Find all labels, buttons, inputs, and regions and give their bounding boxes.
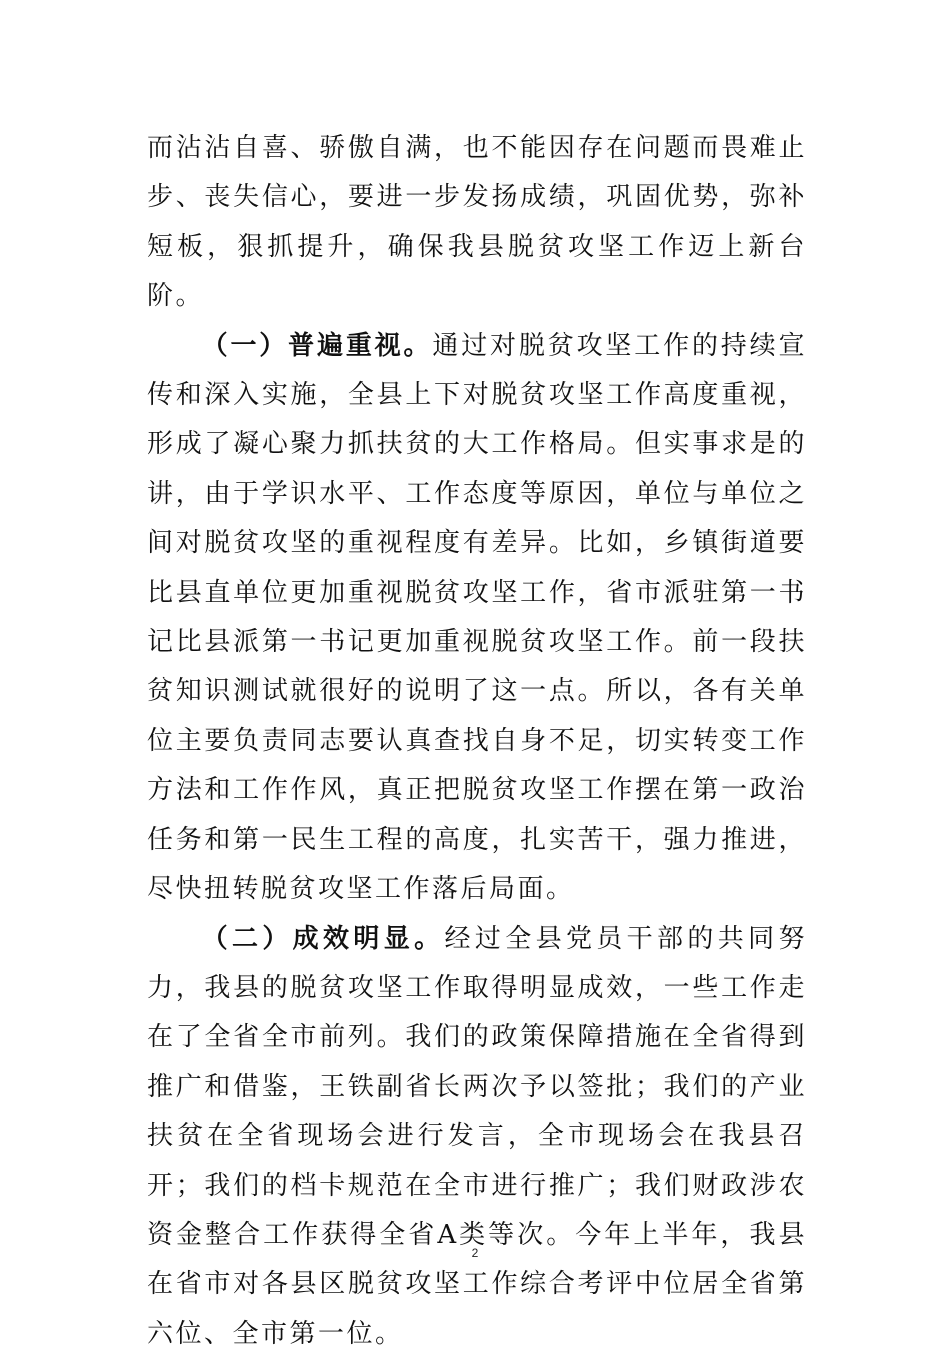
paragraph-text: 而沾沾自喜、骄傲自满，也不能因存在问题而畏难止步、丧失信心，要进一步发扬成绩，巩固优势，弥补短板，狠抓提升，确保我县脱贫攻坚工作迈上新台阶。 bbox=[147, 133, 807, 311]
paragraph-section-two bbox=[147, 915, 807, 1359]
paragraph-text: 通过对脱贫攻坚工作的持续宣传和深入实施，全县上下对脱贫攻坚工作高度重视，形成了凝心聚力抓扶贫的大工作格局。但实事求是的讲，由于学识水平、工作态度等原因，单位与单位之间对脱贫攻坚的重视程度有差异。比如，乡镇街道要比县直单位更加重视脱贫攻坚工作，省市派驻第一书记比县派第一书记更加重视脱贫攻坚工作。前一段扶贫知识测试就很好的说明了这一点。所以，各有关单位主要负责同志要认真查找自身不足，切实转变工作方法和工作作风，真正把脱贫攻坚工作摆在第一政治任务和第一民生工程的高度，扎实苦干，强力推进，尽快扭转脱贫攻坚工作落后局面。 bbox=[147, 331, 807, 904]
paragraph-section-one bbox=[147, 322, 807, 915]
section-heading: （一）普遍重视。 bbox=[202, 331, 433, 361]
page-number: 2 bbox=[0, 1246, 950, 1260]
document-body bbox=[147, 124, 807, 1359]
paragraph-continuation bbox=[147, 124, 807, 322]
section-heading: （二）成效明显。 bbox=[202, 924, 445, 954]
paragraph-text: 经过全县党员干部的共同努力，我县的脱贫攻坚工作取得明显成效，一些工作走在了全省全市前列。我们的政策保障措施在全省得到推广和借鉴，王铁副省长两次予以签批；我们的产业扶贫在全省现场会进行发言，全市现场会在我县召开；我们的档卡规范在全市进行推广；我们财政涉农资金整合工作获得全省A类等次。今年上半年，我县在省市对各县区脱贫攻坚工作综合考评中位居全省第六位、全市第一位。 bbox=[147, 924, 807, 1349]
